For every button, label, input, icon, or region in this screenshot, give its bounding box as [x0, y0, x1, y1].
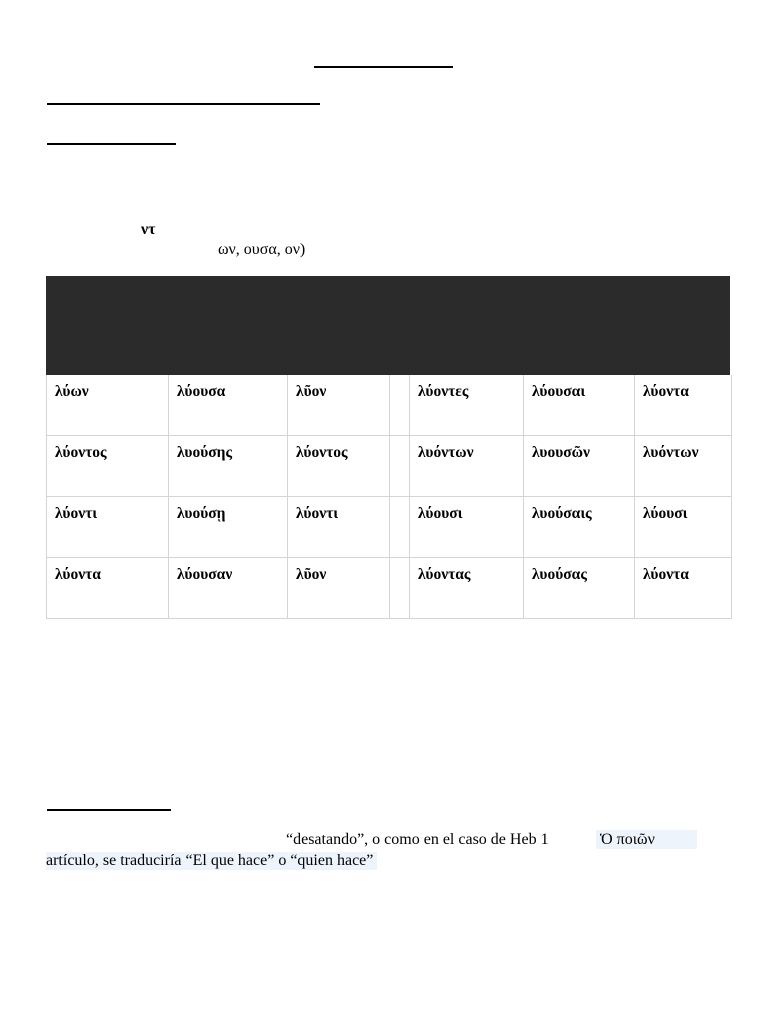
cell: λύοντος [288, 436, 390, 497]
cell: λύοντας [410, 558, 524, 619]
section-underline-bottom [47, 809, 171, 811]
paradigm-table [46, 375, 732, 619]
cell: λύοντι [288, 497, 390, 558]
cell: λύων [47, 375, 169, 436]
table-header-band [46, 276, 730, 375]
cell: λυούσης [169, 436, 288, 497]
cell: λύουσα [169, 375, 288, 436]
cell: λυούσας [524, 558, 635, 619]
cell: λύουσαι [524, 375, 635, 436]
greek-phrase-highlight [596, 830, 697, 849]
subheading-underline [47, 143, 176, 145]
cell: λύοντι [47, 497, 169, 558]
cell: λῦον [288, 375, 390, 436]
table-row [47, 558, 732, 619]
table-row [47, 375, 732, 436]
cell: λύοντα [635, 558, 732, 619]
cell: λύοντα [635, 375, 732, 436]
translation-line-1: “desatando”, o como en el caso de Heb 1 [286, 831, 549, 848]
spacer-cell [390, 497, 410, 558]
cell: λυούσῃ [169, 497, 288, 558]
greek-phrase: Ὁ ποιῶν [600, 831, 655, 848]
table-row [47, 497, 732, 558]
cell: λύουσι [635, 497, 732, 558]
cell: λυούσαις [524, 497, 635, 558]
spacer-cell [390, 558, 410, 619]
translation-line-2: artículo, se traduciría “El que hace” o “quien hace” [46, 852, 377, 870]
nt-stem-fragment: ντ [141, 221, 156, 238]
title-underline [314, 66, 453, 68]
table-row [47, 436, 732, 497]
cell: λύουσι [410, 497, 524, 558]
cell: λύοντες [410, 375, 524, 436]
cell: λυόντων [410, 436, 524, 497]
spacer-cell [390, 375, 410, 436]
spacer-cell [390, 436, 410, 497]
cell: λυουσῶν [524, 436, 635, 497]
section-heading-underline [47, 103, 320, 105]
cell: λύοντος [47, 436, 169, 497]
cell: λύοντα [47, 558, 169, 619]
cell: λύουσαν [169, 558, 288, 619]
cell: λῦον [288, 558, 390, 619]
cell: λυόντων [635, 436, 732, 497]
participle-endings: ων, ουσα, ον) [218, 241, 306, 258]
